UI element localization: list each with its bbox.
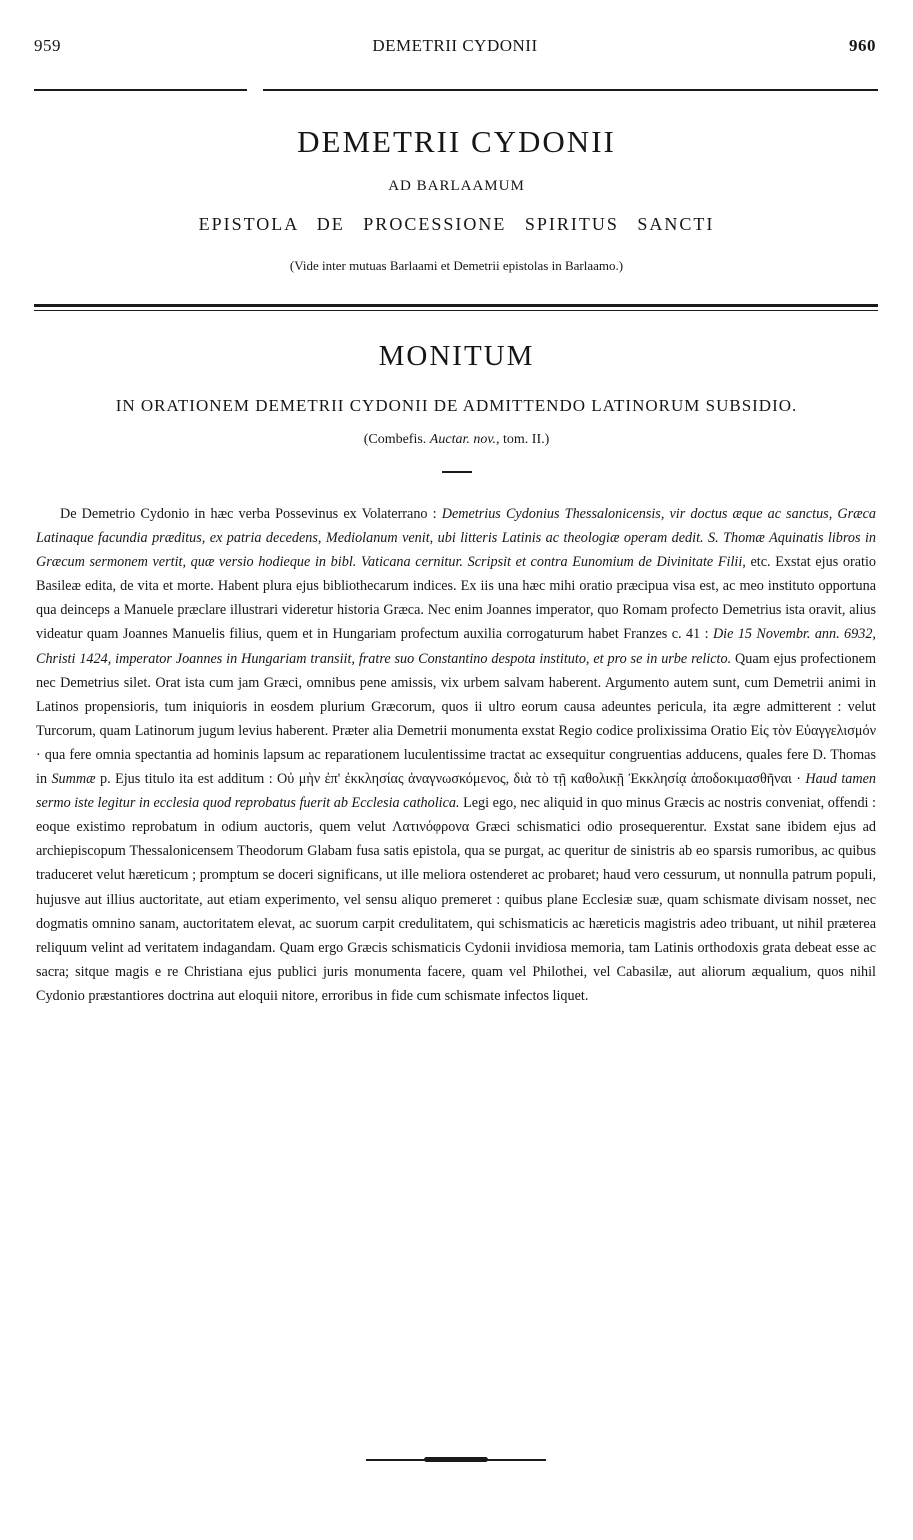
source-suffix: , tom. II.) (496, 432, 550, 447)
source-work: Auctar. nov. (429, 432, 497, 447)
divider-thick-line (34, 304, 878, 307)
latin-translation: Haud tamen sermo iste legitur in ecclesia quod reprobatus fuerit ab Ecclesia catholica. (36, 771, 876, 812)
header-rule-right (263, 89, 878, 91)
cross-reference-note: (Vide inter mutuas Barlaami et Demetrii epistolas in Barlaamo.) (289, 258, 624, 273)
body-segment: etc. Exstat ejus oratio Basileæ edita, de vita et morte. Habent plura ejus bibliothecarum indices. Ex iis una hæc mihi oratio præcipua visa est, ac meo instituto opportuna qua deinceps a Manuele præclare illustrari videretur historia Græca. Nec enim Joannes imperator, quo Romam profecto Demetrius ista oravit, alius videatur quam Joannes Manuelis filius, quem et in Hungariam profectum auxilia corrogaturum habet Franzes c. 41 : (36, 554, 876, 643)
running-head-title: DEMETRII CYDONII (372, 36, 538, 55)
running-head (34, 36, 876, 56)
page-number-right: 960 (849, 36, 876, 55)
main-title: DEMETRII CYDONII (297, 124, 616, 159)
divider-thin-line (34, 310, 878, 311)
page-number-left: 959 (34, 36, 61, 55)
body-paragraph (36, 502, 876, 1008)
monitum-body (36, 502, 876, 1008)
source-prefix: (Combefis. (363, 432, 427, 447)
body-segment: De Demetrio Cydonio in hæc verba Possevinus ex Volaterrano : (60, 506, 442, 522)
header-rule-left (34, 89, 247, 91)
ornament-center (424, 1457, 488, 1462)
section-divider (34, 304, 878, 312)
body-segment: Legi ego, nec aliquid in quo minus Græcis ac nostris conveniat, offendi : eoque existimo reprobatum in odium auctoris, quem velut Λατινόφρονα Græci schismatici odio prosequerentur. Exstat sane ibidem ejus ad archiepiscopum Thessalonicensem Theodorum Glabam fusa satis epistola, qua se purgat, ac queritur de sinistris ab eo sparsis rumoribus, ac quibus traduceret velut hæreticum ; promptum se doceri significans, ut ille meliora ostenderet ac probaret; haud vero cessurum, ut nonnulla patrum populi, hujusve aut illius auctoritate, aut etiam experimento, vel sensu aliquo premeret : quibus plane Ecclesiæ suæ, quam schismate divisam nosset, nec dogmatis omnino sanam, auctoritatem elevat, ac suorum carpit credulitatem, qui schismaticis ac hæreticis magistris adeo tribuant, ut nihil præterea reliquum velint ad veritatem indagandam. Quam ergo Græcis schismaticis Cydonii invidiosa memoria, tam Latinis orthodoxis grata debeat esse ac sacra; sitque magis e re Christiana ejus publici juris monumenta facere, quam vel Philothei, vel Cabasilæ, aut aliorum æqualium, quos nihil Cydonio præstantiores doctrina aut eloquii nitore, erroribus in fide cum schismate infectos liquet. (36, 795, 876, 1004)
body-segment: p. Ejus titulo ita est additum : Οὐ μὴν ἐπ' ἐκκλησίας ἀναγνωσκόμενος, διὰ τὸ τῇ καθολικῇ Ἐκκλησίᾳ ἀποδοκιμασθῆναι · (95, 771, 806, 788)
source-citation (0, 432, 913, 448)
epistola-title: EPISTOLA DE PROCESSIONE SPIRITUS SANCTI (198, 214, 715, 234)
quotation-possevinus: Demetrius Cydonius Thessalonicensis, vir doctus æque ac sanctus, Græca Latinaque facundia præditus, ex patria decedens, Mediolanum venit, ubi litteris Latinis ac theologiæ operam dedit. S. Thomæ Aquinatis libros in Græcum sermonem vertit, quæ versio hodieque in bibl. Vaticana cernitur. Scripsit et contra Eunomium de Divinitate Filii, (36, 506, 876, 571)
monitum-title: MONITUM (378, 340, 535, 372)
monitum-subtitle: IN ORATIONEM DEMETRII CYDONII DE ADMITTENDO LATINORUM SUBSIDIO. (115, 396, 798, 415)
reference-summa: Summæ (51, 771, 96, 788)
quotation-franzes: Die 15 Novembr. ann. 6932, Christi 1424, imperator Joannes in Hungariam transiit, fratre suo Constantino despota instituto, et pro se in urbe relicto. (36, 626, 876, 667)
short-rule (442, 471, 472, 473)
main-subtitle: AD BARLAAMUM (388, 178, 525, 194)
end-ornament (366, 1455, 546, 1465)
body-segment: Quam ejus profectionem nec Demetrius silet. Orat ista cum jam Græci, omnibus pene amissis, vix urbem salvam haberent. Argumento autem sunt, cum Demetrii animi in Latinos propensioris, tum iniquioris in eosdem plurium Græcorum, quos ii ultro eorum causa adeuntes pericula, ita ægre admitterent : velut Turcorum, quam Latinorum jugum levius haberent. Præter alia Demetrii monumenta exstat Regio codice prolixissima Oratio Εἰς τὸν Εὐαγγελισμόν · qua fere omnia spectantia ad hominis lapsum ac reparationem luculentissime tractat ac exsequitur congruentias adducens, quales fere D. Thomas in (36, 650, 876, 788)
